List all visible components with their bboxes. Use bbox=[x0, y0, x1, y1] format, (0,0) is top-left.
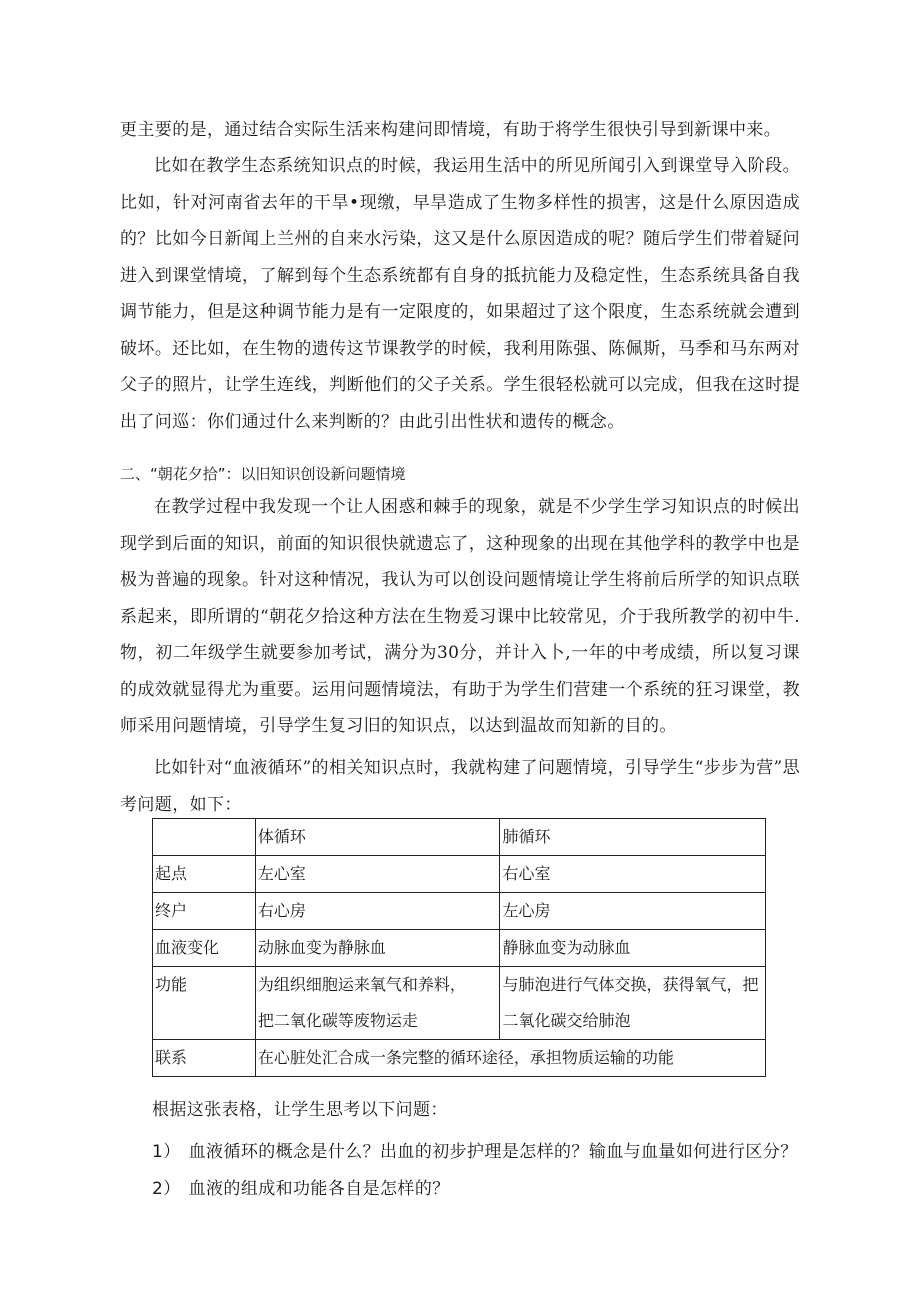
table-header-cell bbox=[153, 819, 256, 856]
table-row-label: 血液变化 bbox=[153, 930, 256, 967]
table-row bbox=[153, 893, 766, 930]
question-item bbox=[152, 1177, 812, 1201]
table-row bbox=[153, 967, 766, 1040]
table-cell: 右心房 bbox=[255, 893, 500, 930]
paragraph-intro: 更主要的是，通过结合实际生活来构建问即情境，有助于将学生很快引导到新课中来。 bbox=[120, 120, 782, 140]
table-row bbox=[153, 856, 766, 893]
table-row-label: 功能 bbox=[153, 967, 256, 1040]
table-cell: 右心室 bbox=[500, 856, 766, 893]
section-heading: 二、“朝花夕拾”：以旧知识创设新问题情境 bbox=[120, 465, 406, 483]
question-item bbox=[152, 1140, 812, 1164]
table-row bbox=[153, 1040, 766, 1077]
table-cell: 与肺泡进行气体交换，获得氧气，把二氧化碳交给肺泡 bbox=[500, 967, 766, 1040]
table-row bbox=[153, 930, 766, 967]
table-cell: 左心房 bbox=[500, 893, 766, 930]
circulation-table bbox=[152, 818, 766, 1077]
table-header-cell: 体循环 bbox=[255, 819, 500, 856]
paragraph-review-method: 在教学过程中我发现一个让人困惑和棘手的现象，就是不少学生学习知识点的时候出现学到后面的知识，前面的知识很快就遗忘了，这种现象的出现在其他学科的教学中也是极为普遍的现象。针对这种情况，我认为可以创设问题情境让学生将前后所学的知识点联系起来，即所谓的“朝花夕拾这种方法在生物爰习课中比较常见，介于我所教学的初中牛.物，初二年级学生就要参加考试，满分为30分，并计入卜,一年的中考成绩，所以复习课的成效就显得尤为重要。运用问题情境法，有助于为学生们营建一个系统的狂习课堂，教师采用问题情境，引导学生复习旧的知识点，以达到温故而知新的目的。 bbox=[120, 497, 800, 736]
paragraph-blood-circulation: 比如针对“血液循环”的相关知识点时，我就构建了问题情境，引导学生“步步为营”思考问题，如下： bbox=[120, 758, 800, 815]
question-text: 血液循环的概念是什么？出血的初步护理是怎样的？输血与血量如何进行区分？ bbox=[188, 1142, 798, 1162]
paragraph-after-table: 根据这张表格，让学生思考以下问题： bbox=[152, 1100, 448, 1120]
question-text: 血液的组成和功能各自是怎样的？ bbox=[188, 1179, 450, 1199]
table-cell: 为组织细胞运来氧气和养料，把二氧化碳等废物运走 bbox=[255, 967, 500, 1040]
question-number: 1） bbox=[152, 1142, 181, 1162]
table-cell: 动脉血变为静脉血 bbox=[255, 930, 500, 967]
paragraph-ecosystem-example: 比如在教学生态系统知识点的时候，我运用生活中的所见所闻引入到课堂导入阶段。比如，针对河南省去年的干旱•现缴，早旱造成了生物多样性的损害，这是什么原因造成的？比如今日新闻上兰州的自来水污染，这又是什么原因造成的呢？随后学生们带着疑问进入到课堂情境，了解到每个生态系统都有自身的抵抗能力及稳定性，生态系统具备自我调节能力，但是这种调节能力是有一定限度的，如果超过了这个限度，生态系统就会遭到破坏。还比如，在生物的遗传这节课教学的时候，我利用陈强、陈佩斯，马季和马东两对父子的照片，让学生连线，判断他们的父子关系。学生很轻松就可以完成，但我在这时提出了问巡：你们通过什么来判断的？由此引出性状和遗传的概念。 bbox=[120, 156, 800, 432]
table-row-label: 终户 bbox=[153, 893, 256, 930]
table-cell: 左心室 bbox=[255, 856, 500, 893]
table-cell: 静脉血变为动脉血 bbox=[500, 930, 766, 967]
table-header-row bbox=[153, 819, 766, 856]
table-row-label: 起点 bbox=[153, 856, 256, 893]
table-cell-merged: 在心脏处汇合成一条完整的循环途径，承担物质运输的功能 bbox=[255, 1040, 765, 1077]
table-header-cell: 肺循环 bbox=[500, 819, 766, 856]
table-row-label: 联系 bbox=[153, 1040, 256, 1077]
question-number: 2） bbox=[152, 1179, 181, 1199]
